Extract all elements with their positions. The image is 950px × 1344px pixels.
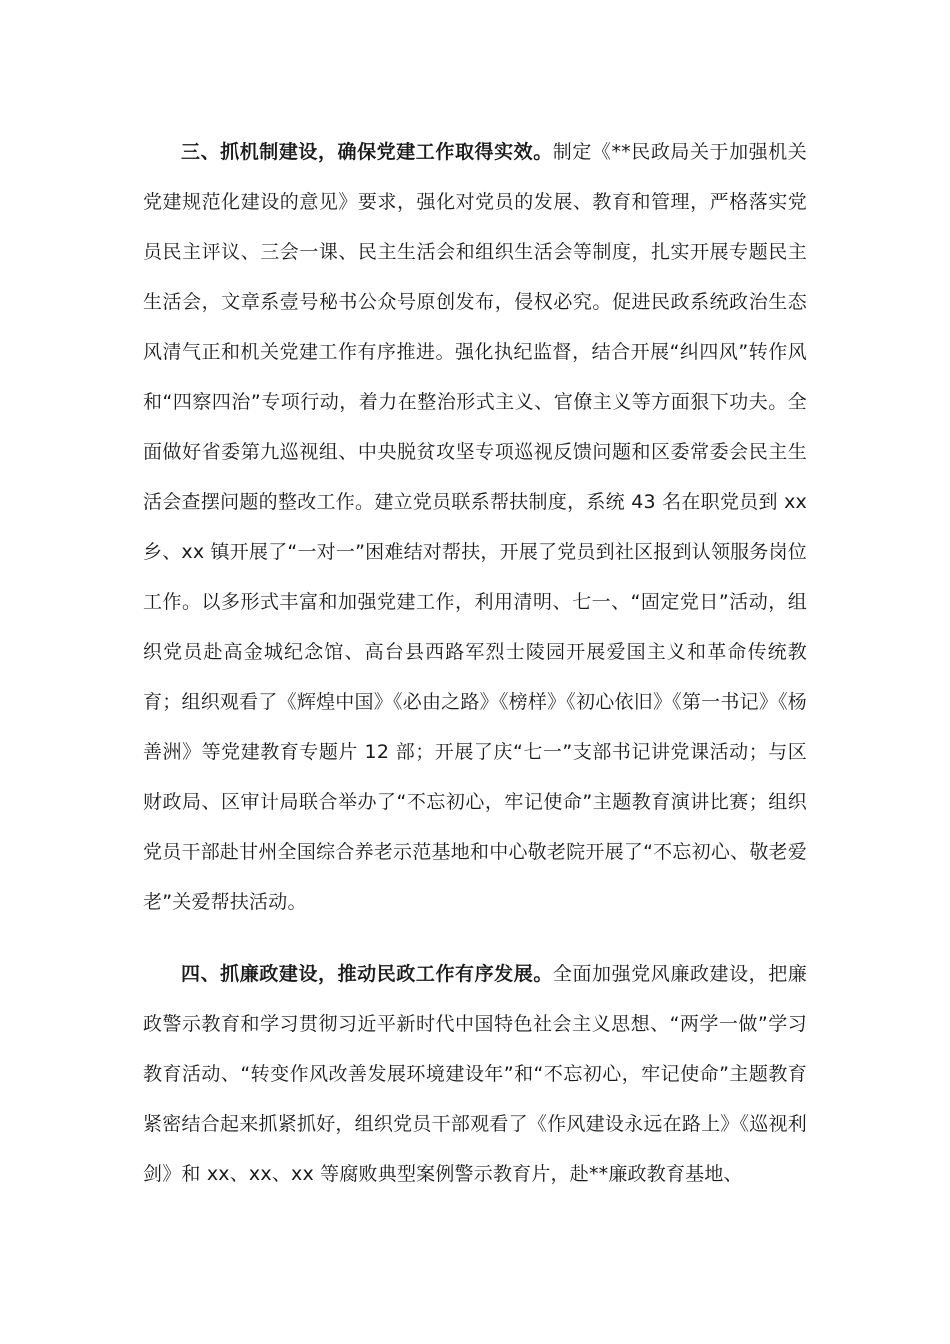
paragraph-body: 全面加强党风廉政建设，把廉政警示教育和学习贯彻习近平新时代中国特色社会主义思想、“两学一做”学习教育活动、“转变作风改善发展环境建设年”和“不忘初心，牢记使命”主题教育紧密结合起来抓紧抓好，组织党员干部观看了《作风建设永远在路上》《巡视利剑》和 xx、xx、xx 等腐败典型案例警示教育片，赴**廉政教育基地、	[143, 963, 807, 1185]
paragraph-mechanism-building	[143, 127, 807, 927]
document-page	[143, 127, 807, 1199]
paragraph-heading: 三、抓机制建设，确保党建工作取得实效。	[181, 141, 553, 163]
paragraph-body: 制定《**民政局关于加强机关党建规范化建设的意见》要求，强化对党员的发展、教育和管理，严格落实党员民主评议、三会一课、民主生活会和组织生活会等制度，扎实开展专题民主生活会，文章系壹号秘书公众号原创发布，侵权必究。促进民政系统政治生态风清气正和机关党建工作有序推进。强化执纪监督，结合开展“纠四风”转作风和“四察四治”专项行动，着力在整治形式主义、官僚主义等方面狠下功夫。全面做好省委第九巡视组、中央脱贫攻坚专项巡视反馈问题和区委常委会民主生活会查摆问题的整改工作。建立党员联系帮扶制度，系统 43 名在职党员到 xx 乡、xx 镇开展了“一对一”困难结对帮扶，开展了党员到社区报到认领服务岗位工作。以多形式丰富和加强党建工作，利用清明、七一、“固定党日”活动，组织党员赴高金城纪念馆、高台县西路军烈士陵园开展爱国主义和革命传统教育；组织观看了《辉煌中国》《必由之路》《榜样》《初心依旧》《第一书记》《杨善洲》等党建教育专题片 12 部；开展了庆“七一”支部书记讲党课活动；与区财政局、区审计局联合举办了“不忘初心，牢记使命”主题教育演讲比赛；组织党员干部赴甘州全国综合养老示范基地和中心敬老院开展了“不忘初心、敬老爱老”关爱帮扶活动。	[143, 141, 807, 913]
paragraph-integrity-building	[143, 949, 807, 1199]
paragraph-heading: 四、抓廉政建设，推动民政工作有序发展。	[181, 963, 553, 985]
